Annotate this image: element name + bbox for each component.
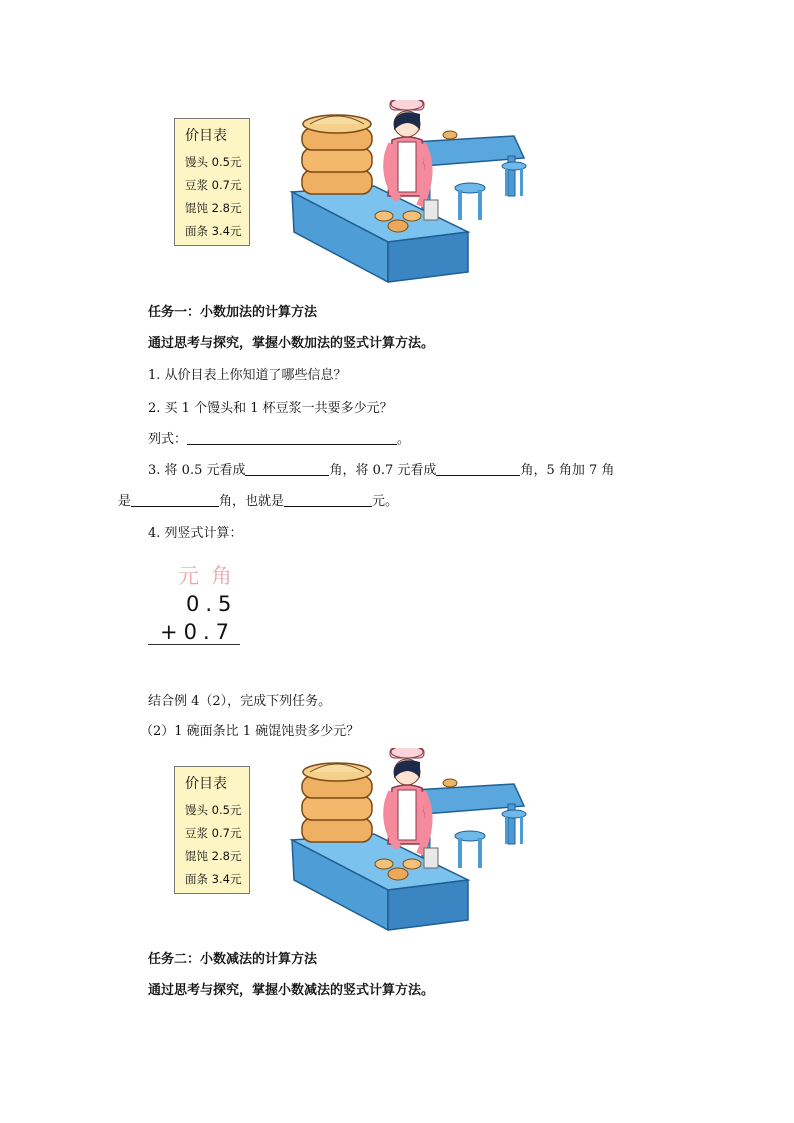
task1-title: 任务一：小数加法的计算方法: [148, 305, 318, 320]
task2-goal: 通过思考与探究，掌握小数减法的竖式计算方法。: [148, 983, 435, 998]
price-list-title-2: 价目表: [185, 776, 227, 792]
example-question: （2）1 碗面条比 1 碗馄饨贵多少元？: [140, 724, 360, 739]
question-3-line1: [148, 459, 614, 478]
illustration-shop-2: [174, 748, 594, 928]
example-intro: 结合例 4（2），完成下列任务。: [148, 694, 332, 709]
q3-text-d: 是: [118, 494, 132, 509]
formula-label: 列式：: [148, 432, 188, 447]
vertical-calculation: [148, 560, 248, 650]
q3-text-e: 角，也就是: [219, 494, 285, 509]
addend-1: 0.5: [186, 592, 238, 616]
price-item-miantiao-2: 面条 3.4元: [185, 872, 242, 886]
formula-blank[interactable]: [187, 430, 397, 445]
question-3-line2: [118, 490, 398, 509]
place-value-header: 元角: [178, 564, 244, 588]
addend-2: +0.7: [160, 620, 235, 644]
price-item-mantou: 馒头 0.5元: [185, 155, 242, 169]
price-item-mantou-2: 馒头 0.5元: [185, 803, 242, 817]
price-item-doujiang: 豆浆 0.7元: [185, 178, 242, 192]
q3-text-a: 3. 将 0.5 元看成: [148, 463, 246, 478]
question-4: 4. 列竖式计算：: [148, 526, 243, 541]
q3-blank-4[interactable]: [284, 492, 372, 507]
illustration-shop-1: [174, 100, 594, 280]
q3-blank-3[interactable]: [131, 492, 219, 507]
task1-goal: 通过思考与探究，掌握小数加法的竖式计算方法。: [148, 336, 435, 351]
price-item-doujiang-2: 豆浆 0.7元: [185, 826, 242, 840]
price-item-huntun: 馄饨 2.8元: [185, 201, 242, 215]
question-2: 2. 买 1 个馒头和 1 杯豆浆一共要多少元？: [148, 401, 393, 416]
q3-blank-2[interactable]: [436, 461, 520, 476]
price-list-title: 价目表: [185, 128, 227, 144]
q3-text-f: 元。: [372, 494, 399, 509]
price-list-card-2: [174, 766, 250, 894]
shop-scene-picture-2: [288, 748, 528, 934]
price-item-miantiao: 面条 3.4元: [185, 224, 242, 238]
task2-title: 任务二：小数减法的计算方法: [148, 952, 318, 967]
shop-scene-picture: [288, 100, 528, 286]
q3-text-c: 角，5 角加 7 角: [520, 463, 615, 478]
formula-end: 。: [397, 432, 411, 447]
question-1: 1. 从价目表上你知道了哪些信息？: [148, 368, 347, 383]
q3-text-b: 角，将 0.7 元看成: [329, 463, 437, 478]
sum-line: [148, 644, 240, 645]
question-2-formula: [148, 428, 410, 447]
price-item-huntun-2: 馄饨 2.8元: [185, 849, 242, 863]
q3-blank-1[interactable]: [245, 461, 329, 476]
price-list-card: [174, 118, 250, 246]
